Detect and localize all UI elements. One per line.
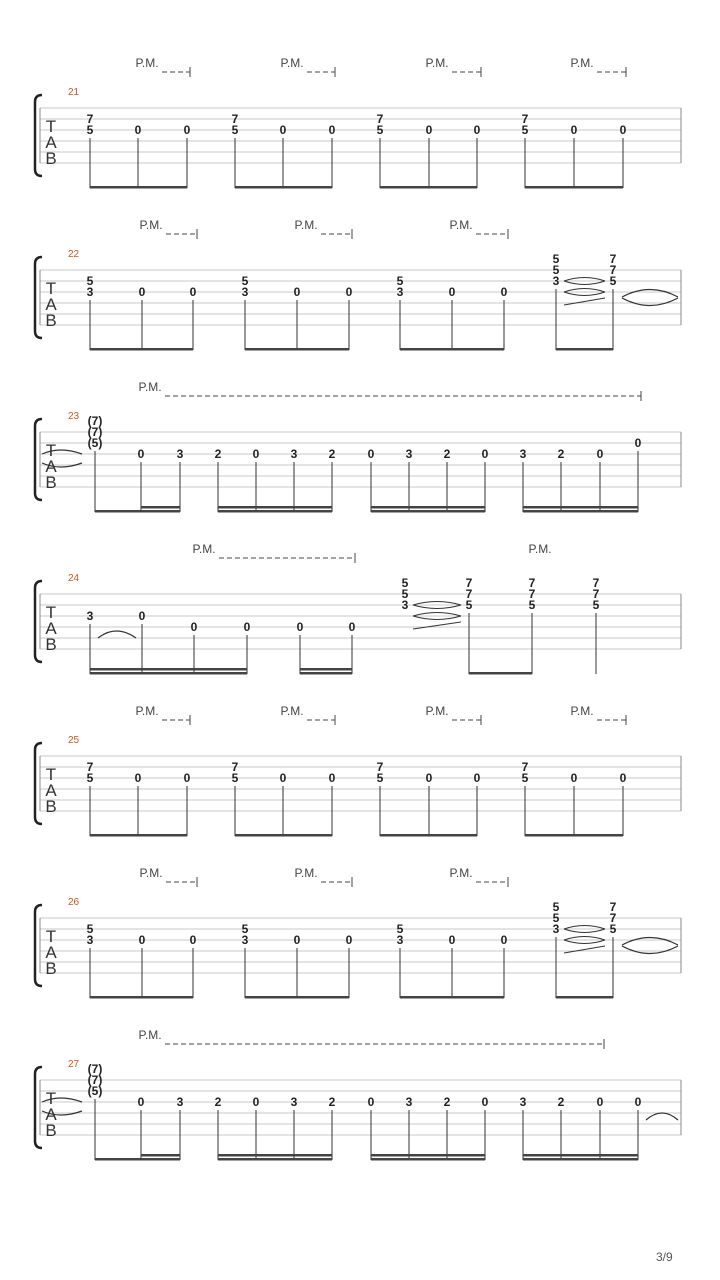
fret-number: 7 [86,760,94,774]
tab-clef-letter: B [45,473,57,492]
beam [371,1158,485,1161]
fret-number: 5 [552,900,560,914]
fret-number: 0 [570,123,578,137]
fret-number: 0 [138,609,146,623]
fret-number: (5) [87,1084,103,1098]
fret-number: 0 [134,123,142,137]
tie-arc [622,290,678,298]
tie-arc [413,605,461,609]
fret-number: 0 [293,933,301,947]
beam [235,834,332,837]
tie-arc [413,602,461,606]
fret-number: 0 [138,285,146,299]
measure-number: 27 [68,1059,80,1070]
tie-arc [98,631,136,638]
tie-arc [564,940,605,944]
tie-arc [564,937,605,941]
tie-arc [564,289,605,293]
fret-number: 0 [137,1095,145,1109]
beam [371,506,485,509]
fret-number: 5 [609,922,617,936]
system-bracket [35,905,42,986]
fret-number: 3 [396,933,404,947]
fret-number: 5 [521,771,529,785]
tie-arc [564,926,605,930]
fret-number: 5 [86,123,94,137]
fret-number: 5 [401,587,409,601]
fret-number: 7 [528,576,536,590]
fret-number: 2 [328,447,336,461]
beam [90,672,247,675]
fret-number: (7) [87,414,103,428]
tab-clef-letter: B [45,635,57,654]
slide-line [564,298,605,305]
fret-number: 0 [596,1095,604,1109]
tab-clef-letter: A [45,781,57,800]
fret-number: 2 [214,1095,222,1109]
fret-number: 0 [448,285,456,299]
fret-number: 7 [465,587,473,601]
fret-number: 5 [396,274,404,288]
fret-number: 5 [465,598,473,612]
fret-number: 5 [231,123,239,137]
beam [300,672,352,675]
fret-number: 0 [328,771,336,785]
tab-system-22 [35,218,681,351]
tab-clef-letter: B [45,1121,57,1140]
fret-number: 5 [609,274,617,288]
tab-clef-letter: A [45,1105,57,1124]
fret-number: 3 [241,933,249,947]
fret-number: 5 [86,771,94,785]
fret-number: 3 [401,598,409,612]
beam [556,996,613,999]
fret-number: 3 [396,285,404,299]
fret-number: 0 [328,123,336,137]
fret-number: 0 [473,123,481,137]
beam [218,1154,332,1157]
tie-arc [413,613,461,617]
tab-clef-letter: T [45,927,57,946]
fret-number: 0 [596,447,604,461]
system-bracket [35,1067,42,1148]
tab-system-25 [35,704,681,837]
tab-clef-letter: T [45,279,57,298]
fret-number: (7) [87,1073,103,1087]
fret-number: 3 [519,1095,527,1109]
fret-number: 0 [619,123,627,137]
measure-number: 25 [68,735,80,746]
palm-mute-label: P.M. [139,218,163,232]
tab-clef-letter: A [45,295,57,314]
palm-mute-label: P.M. [294,218,318,232]
fret-number: 0 [252,1095,260,1109]
system-bracket [35,95,42,176]
palm-mute-label: P.M. [138,1028,162,1042]
fret-number: 3 [519,447,527,461]
tab-system-23 [35,380,681,513]
fret-number: 7 [592,587,600,601]
fret-number: 0 [500,285,508,299]
system-bracket [35,257,42,338]
beam [141,1158,180,1161]
fret-number: 7 [609,900,617,914]
tie-arc [646,1113,678,1120]
fret-number: 5 [401,576,409,590]
fret-number: 7 [86,112,94,126]
tab-system-21 [35,56,681,189]
fret-number: 7 [231,760,239,774]
fret-number: 2 [443,1095,451,1109]
palm-mute-label: P.M. [449,866,473,880]
measure-number: 22 [68,249,80,260]
tab-clef-letter: T [45,603,57,622]
tab-clef-letter: T [45,1089,57,1108]
beam [141,506,180,509]
measure-number: 24 [68,573,80,584]
tab-clef-letter: T [45,765,57,784]
palm-mute-label: P.M. [528,542,552,556]
fret-number: 5 [231,771,239,785]
fret-number: 0 [279,123,287,137]
tab-clef-letter: B [45,797,57,816]
system-bracket [35,581,42,662]
fret-number: 0 [345,285,353,299]
fret-number: 0 [190,620,198,634]
fret-number: 5 [552,263,560,277]
fret-number: 0 [252,447,260,461]
beam [523,1154,638,1157]
beam [523,510,638,513]
beam [523,1158,638,1161]
tab-system-26 [35,866,681,999]
fret-number: 5 [376,123,384,137]
fret-number: 3 [241,285,249,299]
tie-arc [564,281,605,285]
fret-number: (7) [87,1062,103,1076]
fret-number: (5) [87,436,103,450]
fret-number: 2 [328,1095,336,1109]
fret-number: 0 [134,771,142,785]
fret-number: 3 [552,922,560,936]
beam [218,506,332,509]
beam [525,834,623,837]
page-number: 3/9 [656,1250,673,1264]
system-bracket [35,743,42,824]
tie-arc [622,938,678,946]
fret-number: 0 [243,620,251,634]
palm-mute-label: P.M. [570,704,594,718]
tie-arc [564,292,605,296]
slide-line [564,946,605,953]
fret-number: 5 [376,771,384,785]
fret-number: 5 [592,598,600,612]
fret-number: 5 [86,274,94,288]
beam [218,1158,332,1161]
beam [400,348,504,351]
fret-number: 7 [609,252,617,266]
fret-number: 0 [138,933,146,947]
palm-mute-label: P.M. [294,866,318,880]
tab-system-27 [35,1028,681,1161]
palm-mute-label: P.M. [192,542,216,556]
fret-number: 5 [528,598,536,612]
fret-number: 3 [405,1095,413,1109]
slide-line [413,622,461,629]
measure-number: 26 [68,897,80,908]
measure-number: 21 [68,87,80,98]
tab-clef-letter: T [45,117,57,136]
fret-number: 5 [241,274,249,288]
fret-number: (7) [87,425,103,439]
fret-number: 0 [481,1095,489,1109]
tab-clef-letter: B [45,311,57,330]
tab-clef-letter: B [45,149,57,168]
tab-clef-letter: A [45,457,57,476]
fret-number: 0 [367,447,375,461]
tie-arc [564,278,605,282]
tab-clef-letter: T [45,441,57,460]
palm-mute-label: P.M. [449,218,473,232]
fret-number: 0 [570,771,578,785]
fret-number: 0 [296,620,304,634]
fret-number: 7 [521,112,529,126]
fret-number: 3 [86,285,94,299]
fret-number: 2 [443,447,451,461]
beam [380,186,477,189]
fret-number: 0 [448,933,456,947]
beam [469,672,532,675]
fret-number: 3 [405,447,413,461]
fret-number: 7 [528,587,536,601]
palm-mute-label: P.M. [280,704,304,718]
fret-number: 2 [557,447,565,461]
fret-number: 0 [348,620,356,634]
fret-number: 0 [189,933,197,947]
tie-arc [564,929,605,933]
palm-mute-label: P.M. [425,56,449,70]
fret-number: 7 [592,576,600,590]
tab-clef-letter: B [45,959,57,978]
palm-mute-label: P.M. [138,380,162,394]
palm-mute-label: P.M. [570,56,594,70]
tie-arc [622,298,678,306]
fret-number: 0 [619,771,627,785]
beam [90,186,187,189]
fret-number: 7 [376,112,384,126]
fret-number: 0 [634,436,642,450]
beam [245,348,349,351]
fret-number: 7 [609,911,617,925]
tie-arc [413,616,461,620]
fret-number: 0 [345,933,353,947]
tie-arc [622,946,678,954]
fret-number: 0 [473,771,481,785]
fret-number: 7 [231,112,239,126]
beam [245,996,349,999]
fret-number: 0 [481,447,489,461]
fret-number: 0 [367,1095,375,1109]
fret-number: 7 [521,760,529,774]
fret-number: 0 [137,447,145,461]
beam [90,996,193,999]
fret-number: 5 [86,922,94,936]
palm-mute-label: P.M. [139,866,163,880]
fret-number: 5 [552,911,560,925]
beam [141,510,180,513]
beam [371,510,485,513]
fret-number: 3 [86,933,94,947]
fret-number: 3 [290,447,298,461]
fret-number: 0 [293,285,301,299]
beam [523,506,638,509]
fret-number: 3 [176,1095,184,1109]
fret-number: 5 [552,252,560,266]
beam [380,834,477,837]
tab-clef-letter: A [45,943,57,962]
palm-mute-label: P.M. [425,704,449,718]
beam [90,348,193,351]
beam [218,510,332,513]
fret-number: 0 [634,1095,642,1109]
measure-number: 23 [68,411,80,422]
fret-number: 5 [241,922,249,936]
fret-number: 0 [189,285,197,299]
palm-mute-label: P.M. [135,704,159,718]
fret-number: 3 [176,447,184,461]
palm-mute-label: P.M. [280,56,304,70]
fret-number: 3 [290,1095,298,1109]
beam [556,348,613,351]
fret-number: 2 [557,1095,565,1109]
fret-number: 0 [279,771,287,785]
fret-number: 7 [465,576,473,590]
fret-number: 0 [500,933,508,947]
tab-system-24 [35,542,681,675]
beam [525,186,623,189]
fret-number: 0 [425,123,433,137]
fret-number: 0 [183,771,191,785]
beam [90,668,247,671]
system-bracket [35,419,42,500]
fret-number: 3 [86,609,94,623]
tab-clef-letter: A [45,619,57,638]
beam [235,186,332,189]
fret-number: 2 [214,447,222,461]
beam [371,1154,485,1157]
fret-number: 5 [396,922,404,936]
palm-mute-label: P.M. [135,56,159,70]
tab-clef-letter: A [45,133,57,152]
beam [90,834,187,837]
fret-number: 7 [376,760,384,774]
fret-number: 0 [183,123,191,137]
beam [141,1154,180,1157]
fret-number: 0 [425,771,433,785]
fret-number: 7 [609,263,617,277]
beam [300,668,352,671]
fret-number: 5 [521,123,529,137]
beam [400,996,504,999]
fret-number: 3 [552,274,560,288]
